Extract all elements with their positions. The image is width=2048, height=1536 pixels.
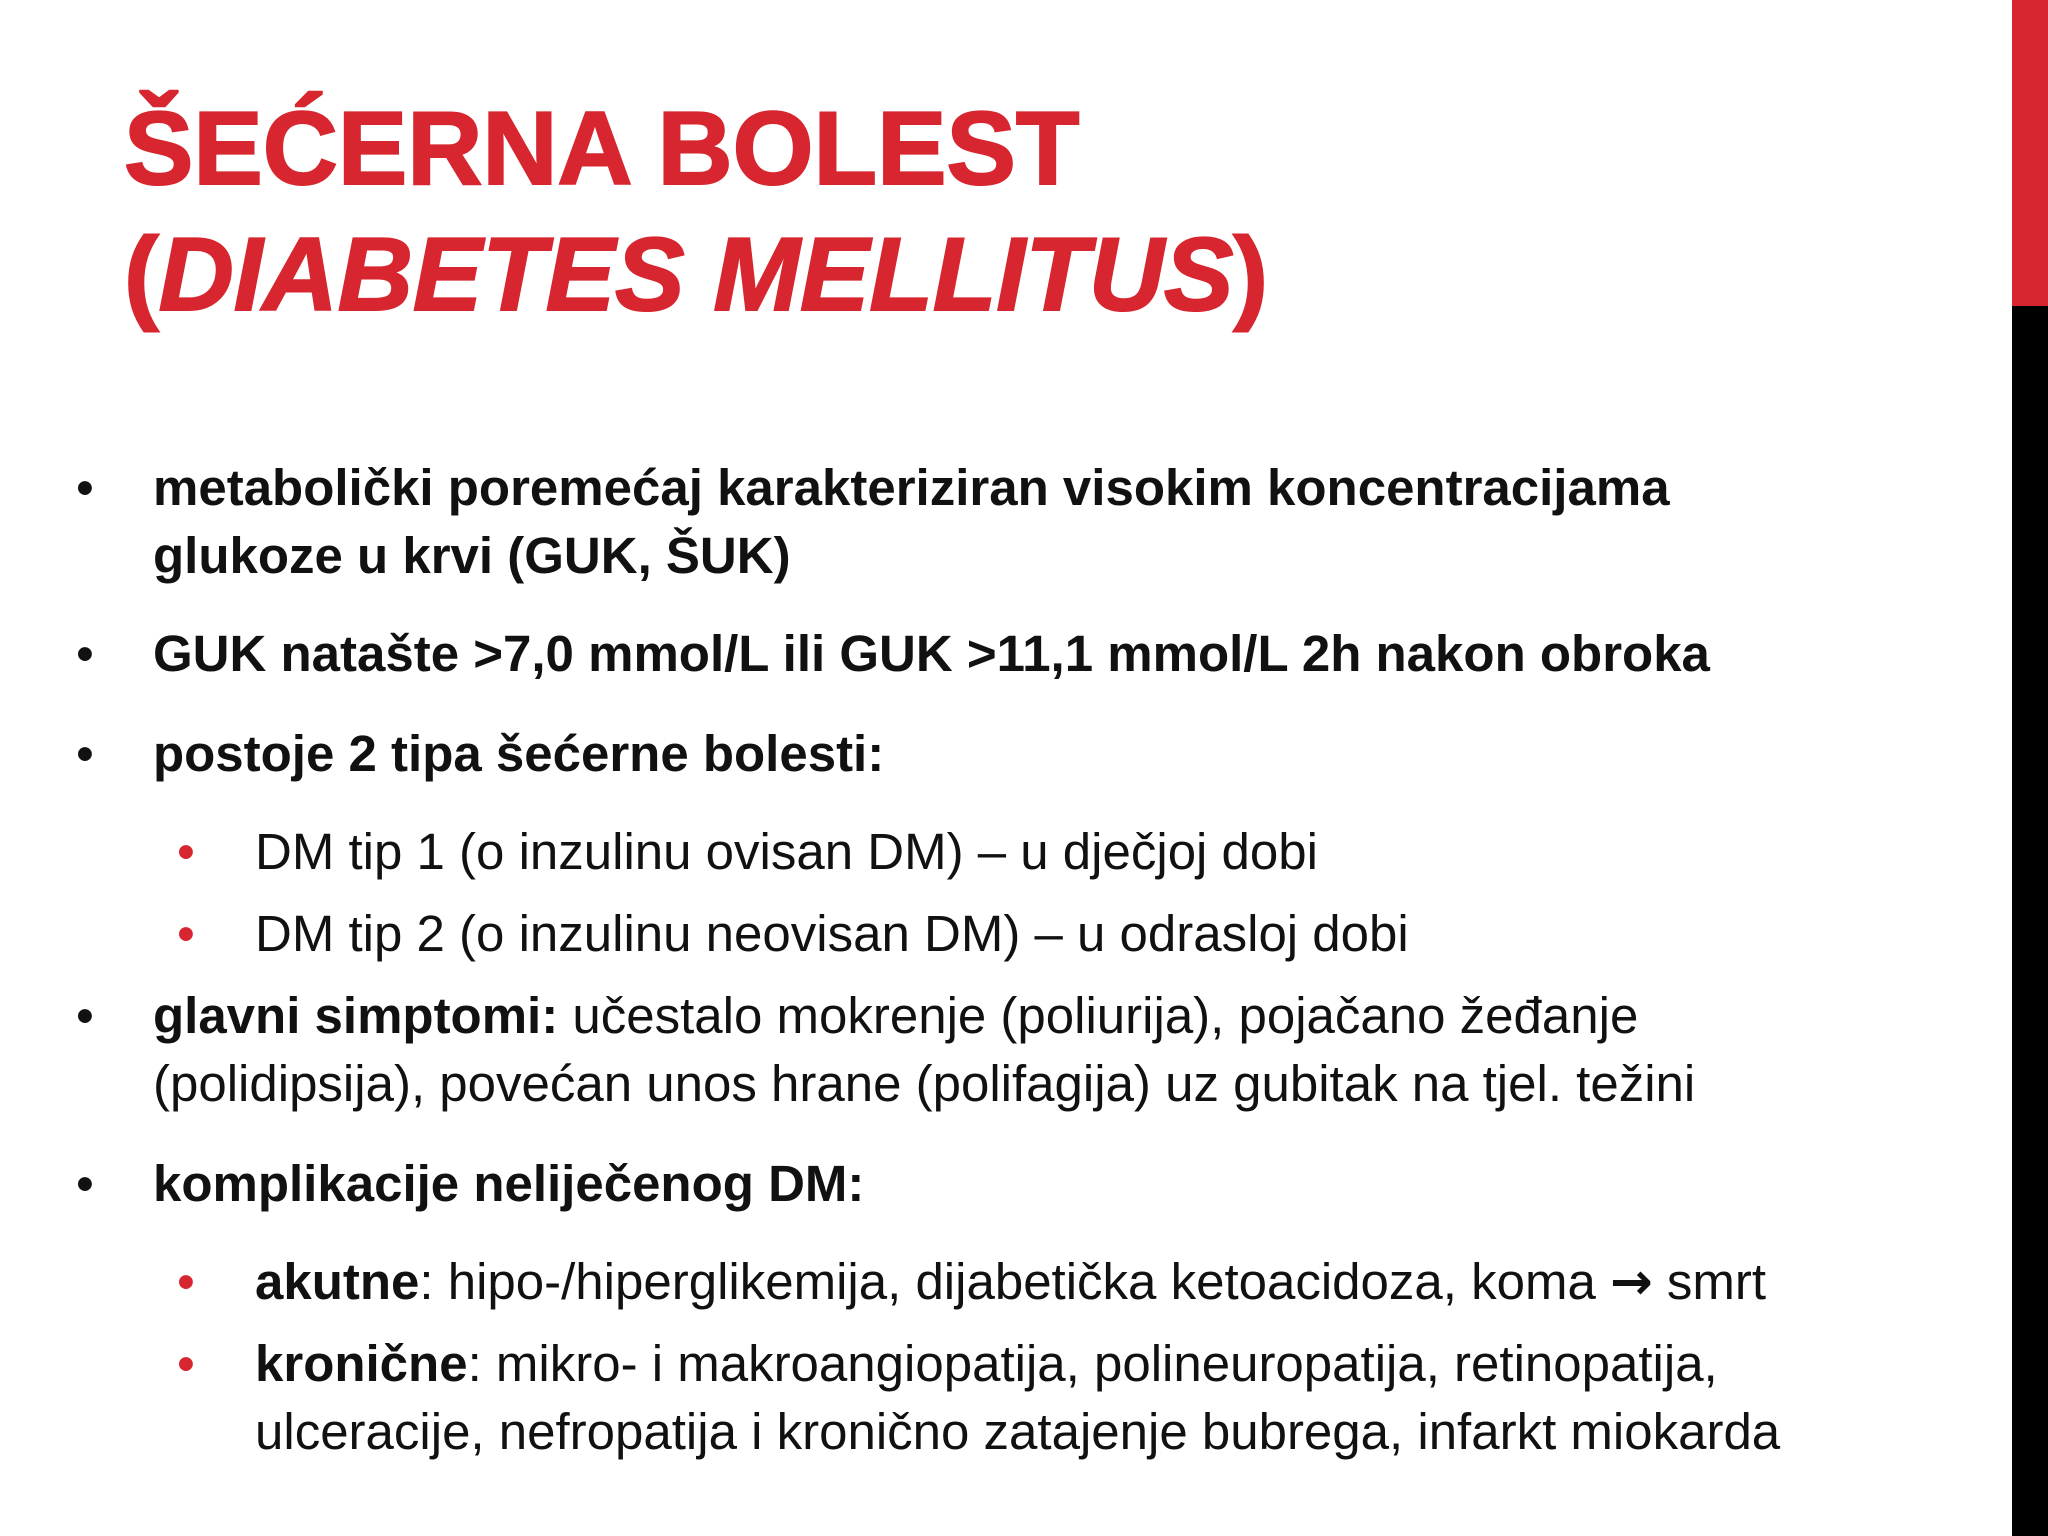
title-line-1: ŠEĆERNA BOLEST — [124, 91, 1080, 207]
bullet-item-types — [76, 720, 885, 788]
bullet-marker: • — [76, 1155, 94, 1212]
bullet-item-symptoms — [76, 982, 1696, 1118]
bullet-text: (polidipsija), povećan unos hrane (polifagija) uz gubitak na tjel. težini — [153, 1055, 1696, 1112]
acute-text: : hipo-/hiperglikemija, dijabetička ketoacidoza, koma — [419, 1253, 1610, 1310]
bullet-item-criteria — [76, 620, 1710, 688]
sub-bullet-type-2 — [177, 900, 1409, 968]
bullet-text: glukoze u krvi (GUK, ŠUK) — [153, 527, 791, 584]
bullet-item-complications — [76, 1150, 865, 1218]
sub-bullet-text: DM tip 1 (o inzulinu ovisan DM) – u dječjoj dobi — [255, 823, 1318, 880]
bullet-marker: • — [76, 987, 94, 1044]
title-open-paren: ( — [124, 217, 159, 333]
bullet-marker: • — [76, 725, 94, 782]
bullet-text: postoje 2 tipa šećerne bolesti: — [153, 725, 885, 782]
sub-bullet-text: DM tip 2 (o inzulinu neovisan DM) – u odrasloj dobi — [255, 905, 1409, 962]
sub-bullet-marker: • — [177, 1335, 195, 1392]
chronic-label: kronične — [255, 1335, 468, 1392]
sub-bullet-marker: • — [177, 905, 195, 962]
symptoms-text: učestalo mokrenje (poliurija), pojačano žeđanje — [558, 987, 1639, 1044]
sub-bullet-acute — [177, 1248, 1767, 1317]
chronic-text: : mikro- i makroangiopatija, polineuropatija, retinopatija, — [467, 1335, 1718, 1392]
bullet-text — [153, 982, 1695, 1050]
side-accent-bar-red — [2012, 0, 2048, 306]
bullet-text: komplikacije neliječenog DM: — [153, 1155, 865, 1212]
sub-bullet-text: ulceracije, nefropatija i kronično zatajenje bubrega, infarkt miokarda — [255, 1403, 1781, 1460]
sub-bullet-chronic — [177, 1330, 1781, 1466]
bullet-text: metabolički poremećaj karakteriziran visokim koncentracijama — [153, 459, 1670, 516]
side-accent-bar-black — [2012, 306, 2048, 1536]
sub-bullet-type-1 — [177, 818, 1318, 886]
right-arrow-icon: → — [1610, 1253, 1653, 1312]
acute-label: akutne — [255, 1253, 420, 1310]
sub-bullet-text — [255, 1330, 1780, 1398]
bullet-text: GUK natašte >7,0 mmol/L ili GUK >11,1 mmol/L 2h nakon obroka — [153, 625, 1710, 682]
symptoms-label: glavni simptomi: — [153, 987, 559, 1044]
acute-text-end: smrt — [1652, 1253, 1767, 1310]
sub-bullet-marker: • — [177, 1253, 195, 1310]
sub-bullet-text — [255, 1248, 1766, 1317]
title-latin-name: DIABETES MELLITUS — [158, 217, 1234, 333]
bullet-marker: • — [76, 625, 94, 682]
bullet-marker: • — [76, 459, 94, 516]
title-close-paren: ) — [1233, 217, 1268, 333]
sub-bullet-marker: • — [177, 823, 195, 880]
bullet-item-definition — [76, 454, 1670, 590]
